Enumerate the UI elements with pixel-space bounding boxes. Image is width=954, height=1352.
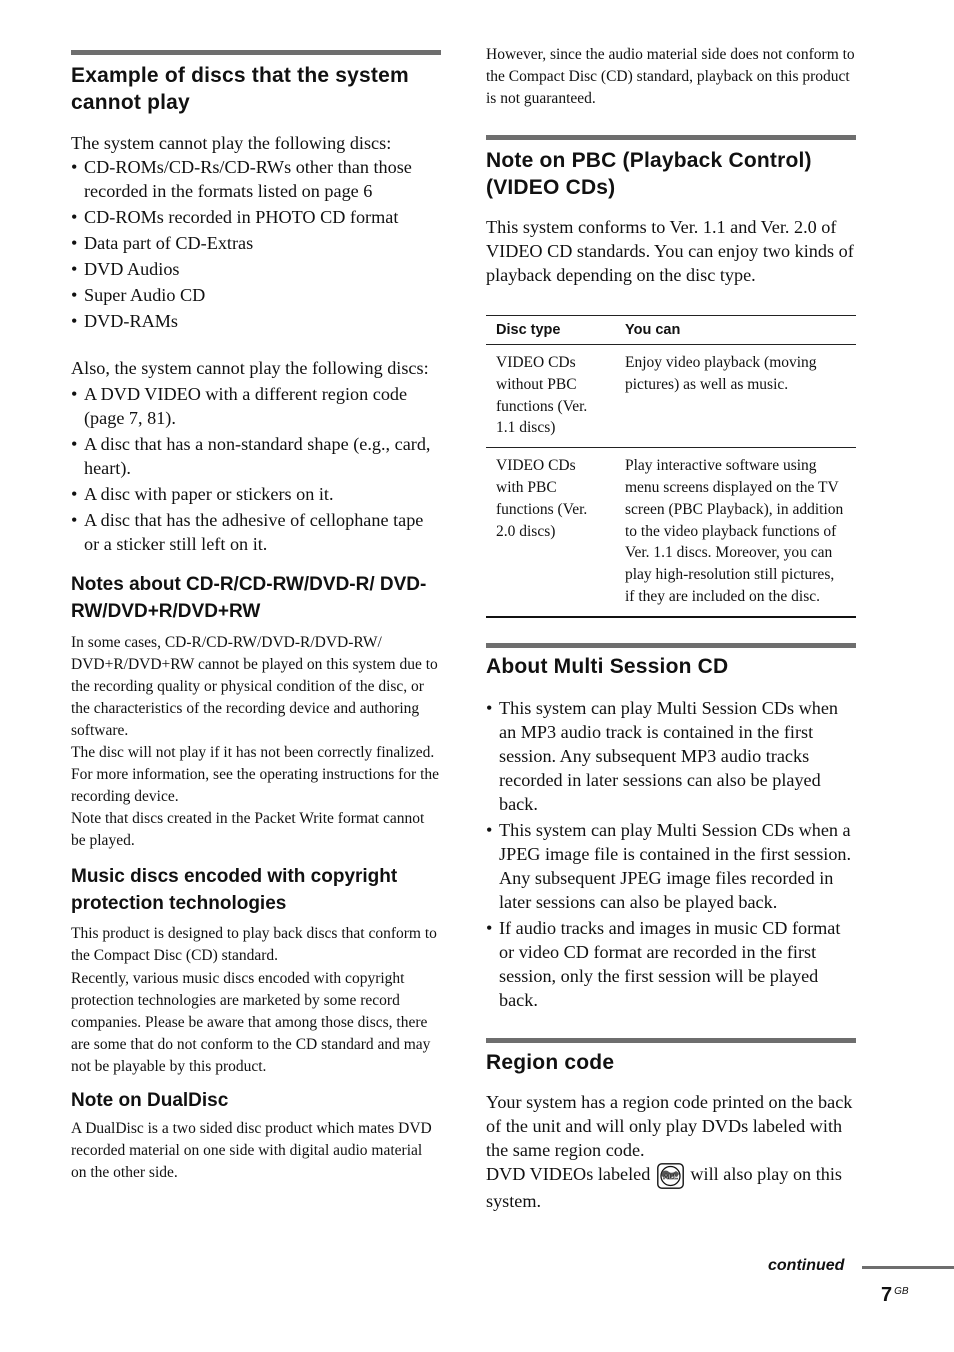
table-cell-disc-type: VIDEO CDs with PBC functions (Ver. 2.0 discs) xyxy=(486,448,615,617)
list-item: • CD-ROMs recorded in PHOTO CD format xyxy=(71,205,441,229)
region-all-icon xyxy=(657,1163,684,1189)
section-title-region-code: Region code xyxy=(486,1050,615,1074)
page-number xyxy=(881,1284,909,1307)
page-number-suffix: GB xyxy=(894,1286,909,1297)
unplayable-intro: The system cannot play the following discs: xyxy=(71,133,392,153)
list-item: • This system can play Multi Session CDs when a JPEG image file is contained in the first session. Any subsequent JPEG image files recorded in later sessions can also be played back. xyxy=(486,818,856,914)
list-item: • Data part of CD-Extras xyxy=(71,231,441,255)
list-item: • A disc with paper or stickers on it. xyxy=(71,482,441,506)
copyright-p2: Recently, various music discs encoded with copyright protection technologies are marketed by some record companies. Please be aware that among those discs, there are some that do not conform to the CD standard and may not be playable by this product. xyxy=(71,970,431,1075)
section-title-copyright: Music discs encoded with copyright protection technologies xyxy=(71,866,398,914)
table-cell-disc-type: VIDEO CDs without PBC functions (Ver. 1.1 discs) xyxy=(486,345,615,448)
continued-rule xyxy=(862,1266,954,1269)
section-rule xyxy=(486,643,856,648)
region-p2-start: DVD VIDEOs labeled xyxy=(486,1163,651,1184)
region-p2-end: will also play on this system. xyxy=(486,1163,842,1211)
table-header-disc-type: Disc type xyxy=(486,316,615,345)
cdr-notes-p2: The disc will not play if it has not been correctly finalized. For more information, see the operating instructions for the recording device. xyxy=(71,744,440,805)
table-cell-you-can: Enjoy video playback (moving pictures) as well as music. xyxy=(615,345,856,448)
table-row xyxy=(486,448,856,617)
list-item: • This system can play Multi Session CDs when an MP3 audio track is contained in the first session. Any subsequent MP3 audio tracks recorded in later sessions can also be played back. xyxy=(486,696,856,816)
unplayable-list-2 xyxy=(71,382,441,556)
section-rule xyxy=(71,50,441,55)
cdr-notes-p1: In some cases, CD-R/CD-RW/DVD-R/DVD-RW/ DVD+R/DVD+RW cannot be played on this system due to the recording quality or physical condition of the disc, or the characteristics of the recording device and authoring software. xyxy=(71,634,438,739)
list-item: • DVD Audios xyxy=(71,257,441,281)
page-number-value: 7 xyxy=(881,1284,893,1306)
table-cell-you-can: Play interactive software using menu screens displayed on the TV screen (PBC Playback), in addition to the video playback functions of Ver. 1.1 discs. Moreover, you can play high-resolution still pictures, if they are included on the disc. xyxy=(615,448,856,617)
right-column xyxy=(486,44,856,1213)
pbc-intro: This system conforms to Ver. 1.1 and Ver. 2.0 of VIDEO CD standards. You can enjoy two kinds of playback depending on the disc type. xyxy=(486,217,854,285)
list-item: • A DVD VIDEO with a different region code (page 7, 81). xyxy=(71,382,441,430)
dualdisc-p1: A DualDisc is a two sided disc product which mates DVD recorded material on one side with digital audio material on the other side. xyxy=(71,1120,432,1181)
list-item: • A disc that has a non-standard shape (e.g., card, heart). xyxy=(71,432,441,480)
section-title-pbc: Note on PBC (Playback Control) (VIDEO CDs) xyxy=(486,149,812,199)
section-rule xyxy=(486,135,856,140)
table-header-you-can: You can xyxy=(615,316,856,345)
unplayable-list xyxy=(71,155,441,333)
region-p2 xyxy=(486,1162,856,1213)
cdr-notes-p3: Note that discs created in the Packet Write format cannot be played. xyxy=(71,810,425,849)
section-rule xyxy=(486,1038,856,1043)
list-item: • If audio tracks and images in music CD format or video CD format are recorded in the first session, only the first session will be played back. xyxy=(486,916,856,1012)
continued-label: continued xyxy=(768,1257,845,1274)
svg-text:ALL: ALL xyxy=(663,1171,678,1181)
section-title-multi-session: About Multi Session CD xyxy=(486,654,729,678)
list-item: • Super Audio CD xyxy=(71,283,441,307)
section-title-cdr-notes: Notes about CD-R/CD-RW/DVD-R/ DVD-RW/DVD+R/DVD+RW xyxy=(71,574,427,622)
table-row xyxy=(486,345,856,448)
list-item: • CD-ROMs/CD-Rs/CD-RWs other than those recorded in the formats listed on page 6 xyxy=(71,155,441,203)
dualdisc-continued-p: However, since the audio material side does not conform to the Compact Disc (CD) standard, playback on this product is not guaranteed. xyxy=(486,46,855,107)
left-column xyxy=(71,50,441,1184)
disc-type-table xyxy=(486,315,856,618)
list-item: • A disc that has the adhesive of cellophane tape or a sticker still left on it. xyxy=(71,508,441,556)
copyright-p1: This product is designed to play back discs that conform to the Compact Disc (CD) standard. xyxy=(71,925,437,964)
multi-session-list xyxy=(486,696,856,1012)
section-title-unplayable-discs: Example of discs that the system cannot play xyxy=(71,64,409,114)
region-p1: Your system has a region code printed on the back of the unit and will only play DVDs labeled with the same region code. xyxy=(486,1091,853,1160)
section-title-dualdisc: Note on DualDisc xyxy=(71,1090,229,1111)
list-item: • DVD-RAMs xyxy=(71,309,441,333)
unplayable-intro-2: Also, the system cannot play the following discs: xyxy=(71,358,429,378)
